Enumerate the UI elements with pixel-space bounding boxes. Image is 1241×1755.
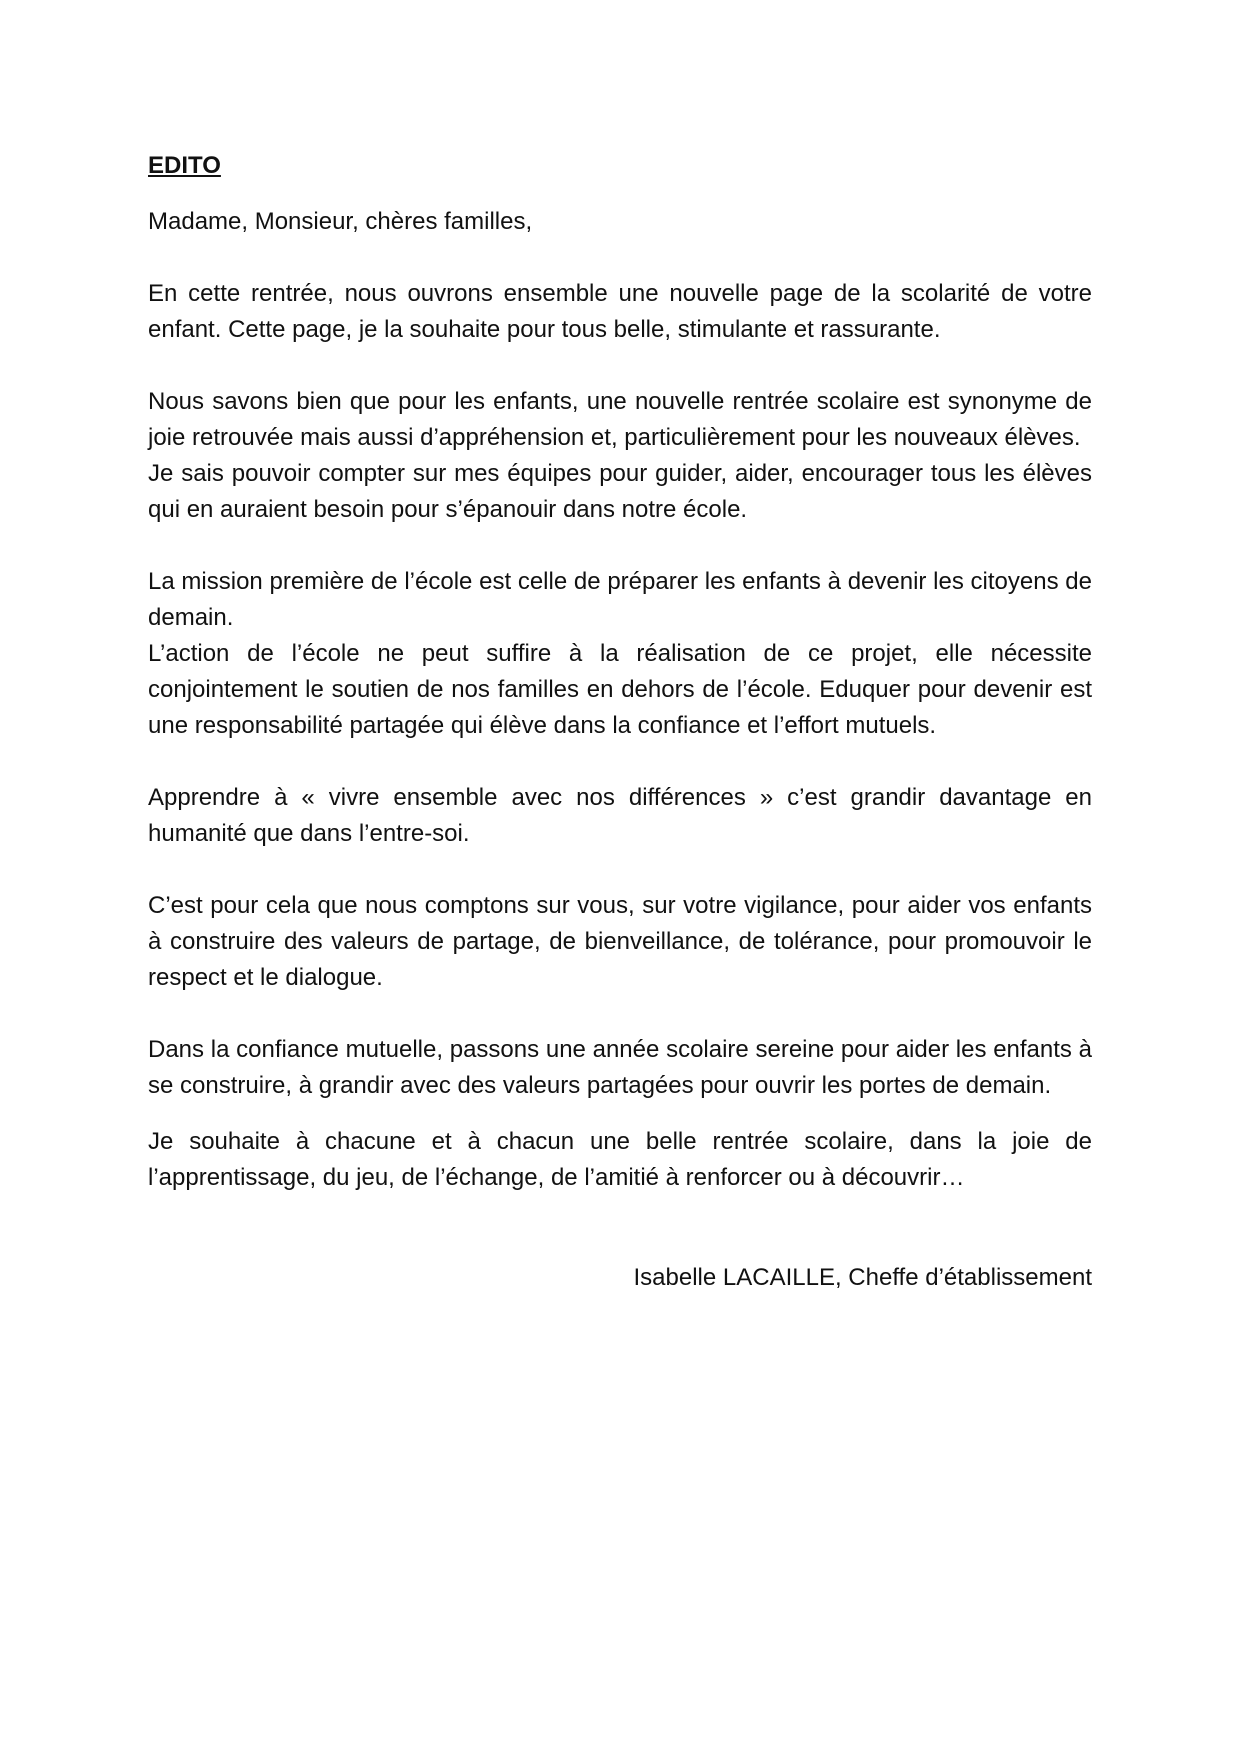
- paragraph-souhait: Je souhaite à chacune et à chacun une belle rentrée scolaire, dans la joie de l’apprentissage, du jeu, de l’échange, de l’amitié à renforcer ou à découvrir…: [148, 1128, 1092, 1191]
- greeting: Madame, Monsieur, chères familles,: [148, 208, 533, 235]
- paragraph-mission: La mission première de l’école est celle de préparer les enfants à devenir les citoyens de demain.: [148, 568, 1092, 631]
- signature: Isabelle LACAILLE, Cheffe d’établissement: [633, 1264, 1092, 1291]
- paragraph-rentree: En cette rentrée, nous ouvrons ensemble une nouvelle page de la scolarité de votre enfant. Cette page, je la souhaite pour tous belle, stimulante et rassurante.: [148, 280, 1092, 343]
- paragraph-vigilance: C’est pour cela que nous comptons sur vous, sur votre vigilance, pour aider vos enfants à construire des valeurs de partage, de bienveillance, de tolérance, pour promouvoir le respect et le dialogue.: [148, 892, 1092, 991]
- paragraph-confiance: Dans la confiance mutuelle, passons une année scolaire sereine pour aider les enfants à se construire, à grandir avec des valeurs partagées pour ouvrir les portes de demain.: [148, 1036, 1092, 1099]
- document-page: [148, 148, 1092, 1296]
- paragraph-action: L’action de l’école ne peut suffire à la réalisation de ce projet, elle nécessite conjointement le soutien de nos familles en dehors de l’école. Eduquer pour devenir est une responsabilité partagée qui élève dans la confiance et l’effort mutuels.: [148, 640, 1092, 739]
- paragraph-apprehension: Nous savons bien que pour les enfants, une nouvelle rentrée scolaire est synonyme de joie retrouvée mais aussi d’appréhension et, particulièrement pour les nouveaux élèves.: [148, 388, 1092, 451]
- paragraph-equipes: Je sais pouvoir compter sur mes équipes pour guider, aider, encourager tous les élèves qui en auraient besoin pour s’épanouir dans notre école.: [148, 460, 1092, 523]
- document-title: EDITO: [148, 152, 221, 179]
- paragraph-vivre-ensemble: Apprendre à « vivre ensemble avec nos différences » c’est grandir davantage en humanité que dans l’entre-soi.: [148, 784, 1092, 847]
